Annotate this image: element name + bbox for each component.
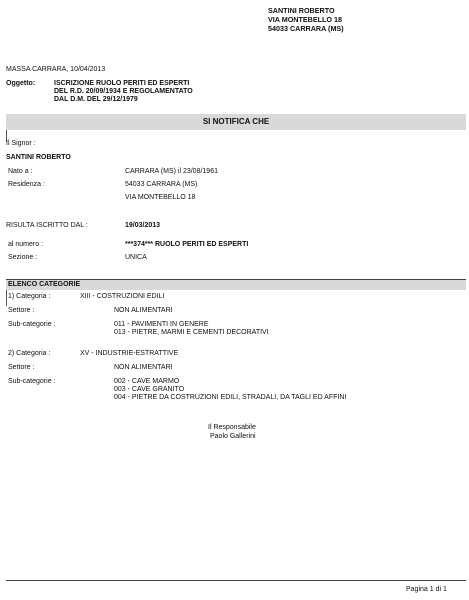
- list-item: 013 - PIETRE, MARMI E CEMENTI DECORATIVI: [114, 329, 269, 336]
- registered-date: 19/03/2013: [125, 222, 161, 229]
- subcategory-label: Sub-categorie :: [8, 321, 56, 328]
- list-item: 002 - CAVE MARMO: [114, 378, 180, 385]
- residence-city: 54033 CARRARA (MS): [125, 181, 198, 188]
- sector-label: Settore :: [8, 364, 35, 371]
- sector-value: NON ALIMENTARI: [114, 307, 173, 314]
- subject-lines: [54, 80, 193, 104]
- residence-label: Residenza :: [8, 181, 45, 188]
- category-value: XV - INDUSTRIE-ESTRATTIVE: [80, 350, 179, 357]
- section-label: Sezione :: [8, 254, 38, 261]
- categories-top-rule: [6, 279, 466, 280]
- recipient-street: VIA MONTEBELLO 18: [268, 15, 343, 24]
- recipient-city: 54033 CARRARA (MS): [268, 24, 344, 33]
- person-name: SANTINI ROBERTO: [6, 154, 71, 161]
- notice-title: SI NOTIFICA CHE: [202, 117, 270, 126]
- subject-label: Oggetto:: [6, 80, 36, 87]
- born-label: Nato a :: [8, 168, 33, 175]
- sector-value: NON ALIMENTARI: [114, 364, 173, 371]
- list-item: 003 - CAVE GRANITO: [114, 386, 185, 393]
- salutation: Il Signor :: [6, 140, 36, 147]
- category-label: 1) Categoria :: [8, 293, 51, 300]
- subcategory-list: [114, 378, 346, 402]
- list-item: 004 - PIETRE DA COSTRUZIONI EDILI, STRADALI, DA TAGLI ED AFFINI: [114, 394, 347, 401]
- subject-line: DAL D.M. DEL 29/12/1979: [54, 96, 138, 103]
- born-value: CARRARA (MS) il 23/08/1961: [125, 168, 218, 175]
- sector-label: Settore :: [8, 307, 35, 314]
- category-value: XIII - COSTRUZIONI EDILI: [80, 293, 165, 300]
- signature-name: Paolo Gallerini: [210, 433, 256, 440]
- subject-line: ISCRIZIONE RUOLO PERITI ED ESPERTI: [54, 80, 190, 87]
- footer-rule: [6, 580, 466, 581]
- page-number: Pagina 1 di 1: [406, 586, 447, 593]
- left-border: [6, 290, 7, 306]
- residence-street: VIA MONTEBELLO 18: [125, 194, 196, 201]
- signature-role: Il Responsabile: [208, 424, 256, 431]
- subject-line: DEL R.D. 20/09/1934 E REGOLAMENTATO: [54, 88, 193, 95]
- list-item: 011 - PAVIMENTI IN GENERE: [114, 321, 209, 328]
- recipient-address: [268, 6, 344, 33]
- category-label: 2) Categoria :: [8, 350, 51, 357]
- subcategory-list: [114, 321, 269, 337]
- categories-title: ELENCO CATEGORIE: [8, 281, 81, 288]
- section-value: UNICA: [125, 254, 147, 261]
- number-label: al numero :: [8, 241, 44, 248]
- place-date: MASSA CARRARA, 10/04/2013: [6, 66, 106, 73]
- subcategory-label: Sub-categorie :: [8, 378, 56, 385]
- recipient-name: SANTINI ROBERTO: [268, 6, 335, 15]
- number-value: ***374*** RUOLO PERITI ED ESPERTI: [125, 241, 249, 248]
- registered-label: RISULTA ISCRITTO DAL :: [6, 222, 88, 229]
